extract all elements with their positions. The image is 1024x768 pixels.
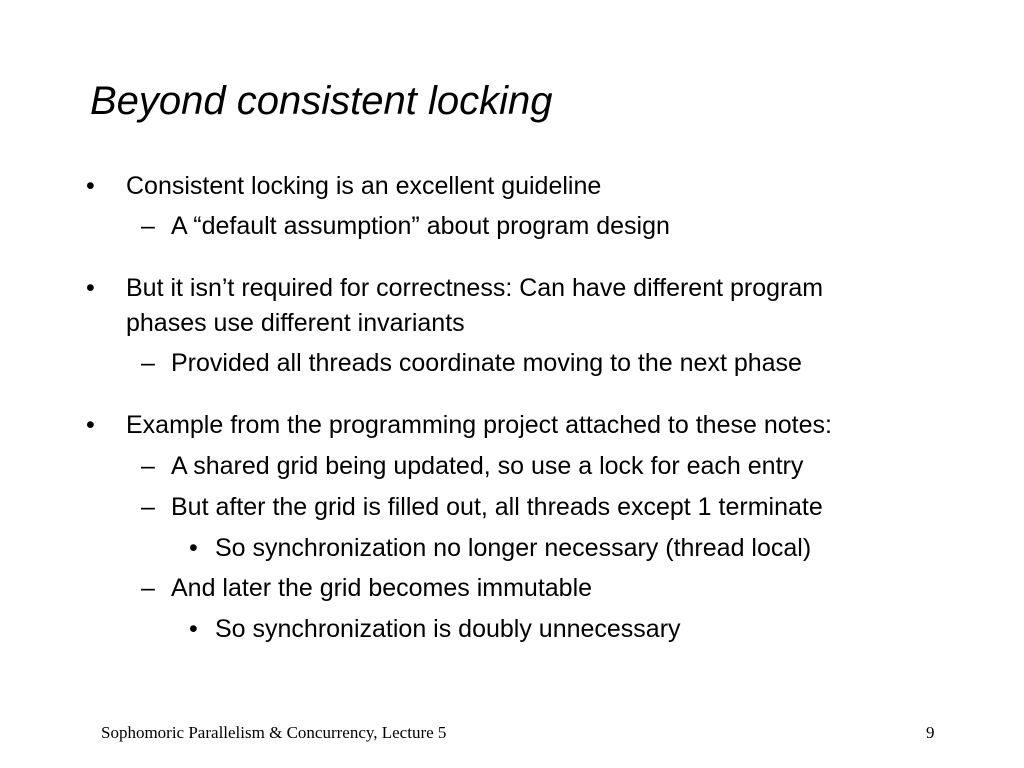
bullet-3-sub-2-text: But after the grid is filled out, all threads except 1 terminate <box>171 493 823 521</box>
bullet-marker: • <box>86 172 95 200</box>
bullet-3-sub-2-detail-text: So synchronization no longer necessary (thread local) <box>215 534 812 562</box>
bullet-marker: • <box>189 615 198 643</box>
bullet-marker: • <box>86 274 95 302</box>
dash-marker: – <box>141 493 155 521</box>
bullet-2-sub-1-text: Provided all threads coordinate moving to the next phase <box>171 349 802 377</box>
bullet-3-sub-1-text: A shared grid being updated, so use a lock for each entry <box>171 452 804 480</box>
dash-marker: – <box>141 452 155 480</box>
bullet-1-sub-1-text: A “default assumption” about program design <box>171 212 670 240</box>
dash-marker: – <box>141 574 155 602</box>
bullet-marker: • <box>86 411 95 439</box>
bullet-3-text: Example from the programming project attached to these notes: <box>126 411 832 439</box>
bullet-3-sub-3-text: And later the grid becomes immutable <box>171 574 593 602</box>
bullet-2-text-line-1: But it isn’t required for correctness: Can have different program <box>126 274 824 302</box>
slide-title: Beyond consistent locking <box>90 79 553 123</box>
dash-marker: – <box>141 212 155 240</box>
footer-course-title: Sophomoric Parallelism & Concurrency, Lecture 5 <box>101 723 447 742</box>
footer-page-number: 9 <box>926 723 935 742</box>
bullet-2-text-line-2: phases use different invariants <box>126 309 465 337</box>
bullet-1-text: Consistent locking is an excellent guideline <box>126 172 602 200</box>
bullet-marker: • <box>189 534 198 562</box>
dash-marker: – <box>141 349 155 377</box>
bullet-3-sub-3-detail-text: So synchronization is doubly unnecessary <box>215 615 681 643</box>
